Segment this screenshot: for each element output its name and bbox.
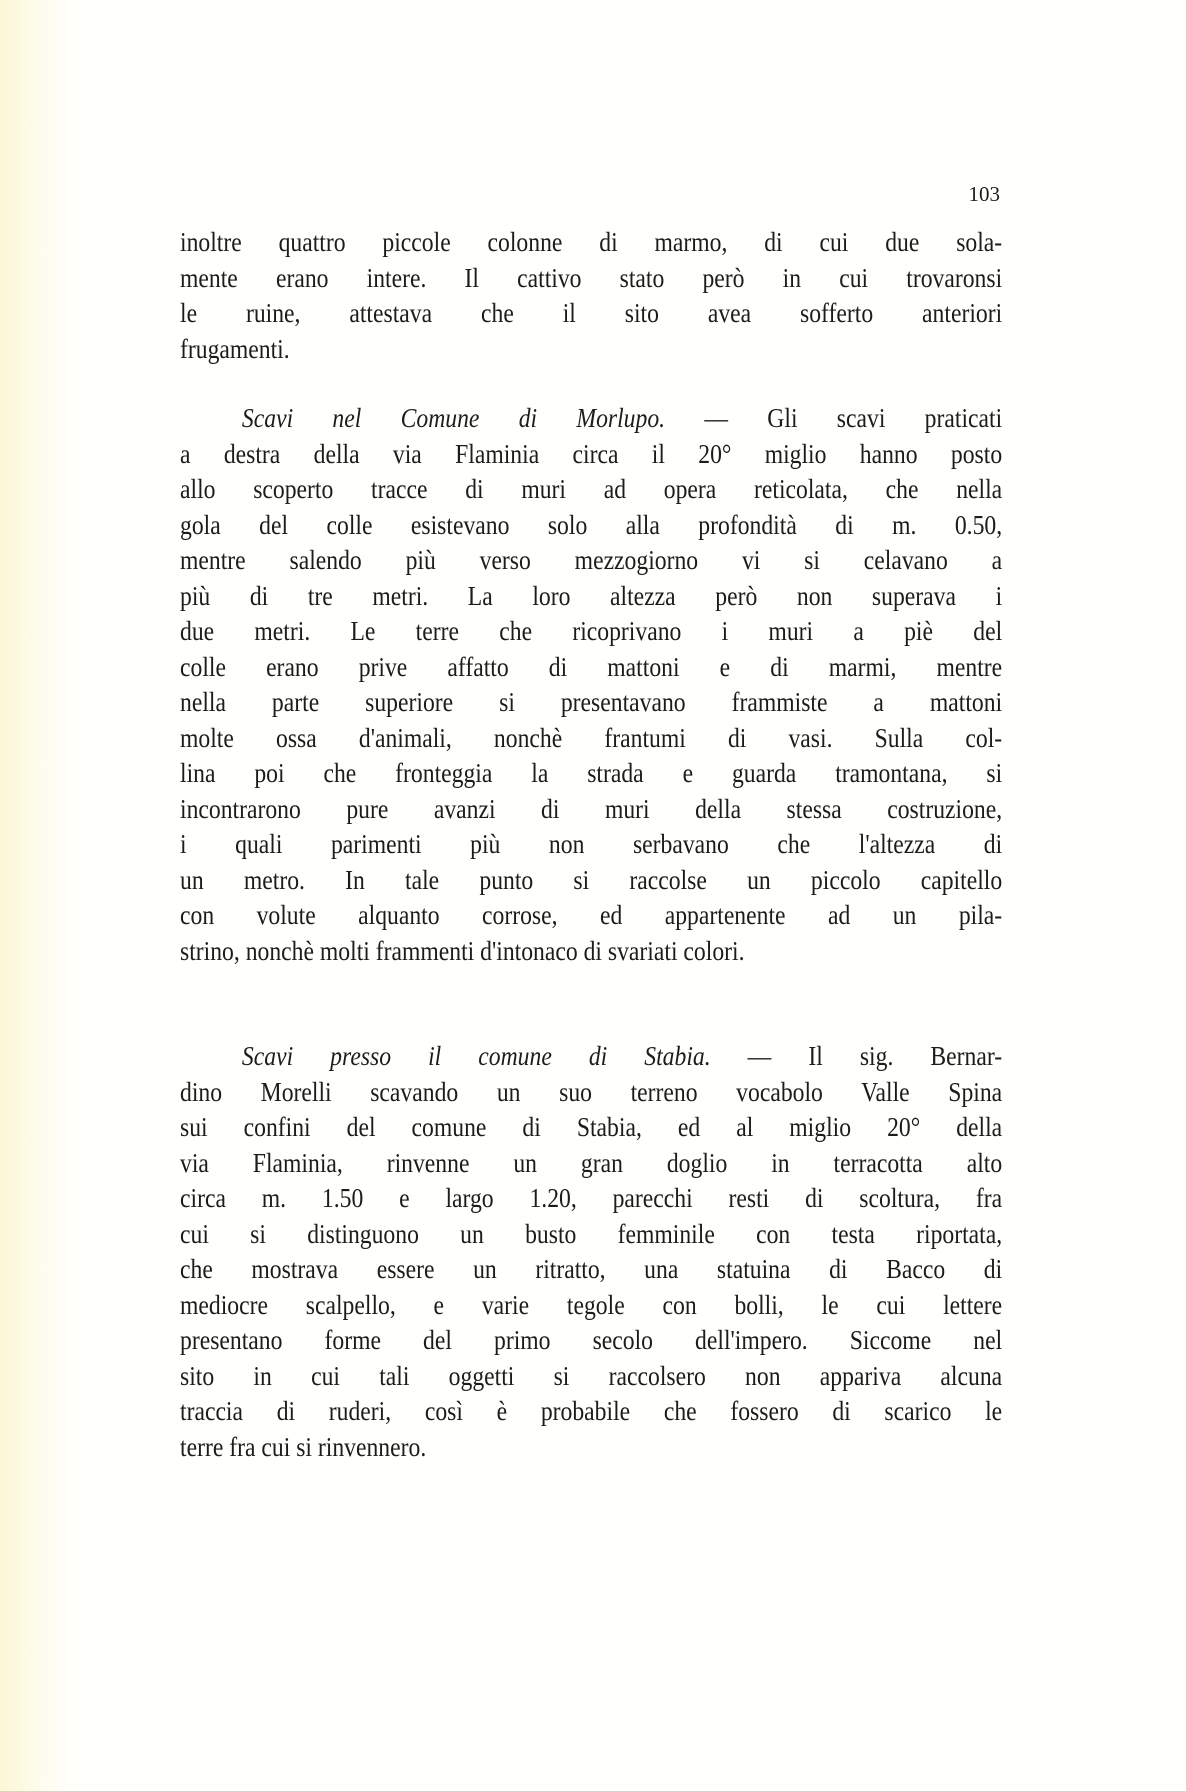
text-line: circa m. 1.50 e largo 1.20, parecchi resti di scoltura, fra [180,1182,1003,1213]
text-line: inoltre quattro piccole colonne di marmo, di cui due sola- [180,226,1003,257]
page-edge-shading [0,0,70,1791]
page-number: 103 [968,182,1000,206]
text-line: i quali parimenti più non serbavano che l'altezza di [180,828,1003,859]
text-line: dino Morelli scavando un suo terreno vocabolo Valle Spina [180,1075,1003,1107]
text-line: strino, nonchè molti frammenti d'intonaco di svariati colori. [180,934,745,966]
text-line: gola del colle esistevano solo alla profondità di m. 0.50, [180,508,1003,540]
text-line: allo scoperto tracce di muri ad opera reticolata, che nella [180,473,1003,504]
text-line: sito in cui tali oggetti si raccolsero non appariva alcuna [180,1359,1003,1391]
text-line: sui confini del comune di Stabia, ed al miglio 20° della [180,1111,1003,1142]
text-line: via Flaminia, rinvenne un gran doglio in terracotta alto [180,1146,1003,1178]
text-line: presentano forme del primo secolo dell'impero. Siccome nel [180,1324,1003,1355]
text-line: cui si distinguono un busto femminile con testa riportata, [180,1217,1003,1249]
section-first-line [180,400,1002,436]
text-line: più di tre metri. La loro altezza però non superava i [180,579,1003,611]
section-stabia [180,1038,1002,1464]
text-line: che mostrava essere un ritratto, una statuina di Bacco di [180,1253,1003,1284]
text-line: colle erano prive affatto di mattoni e di marmi, mentre [180,650,1003,682]
text-line: a destra della via Flaminia circa il 20° miglio hanno posto [180,437,1003,469]
section-lead-text: — Gli scavi praticati [665,402,1003,433]
text-line: lina poi che fronteggia la strada e guarda tramontana, si [180,757,1003,788]
text-line: terre fra cui si rinvennero. [180,1430,427,1462]
text-line: traccia di ruderi, così è probabile che fossero di scarico le [180,1395,1003,1426]
text-line: un metro. In tale punto si raccolse un piccolo capitello [180,863,1003,895]
text-line: frugamenti. [180,332,290,364]
text-line: mentre salendo più verso mezzogiorno vi si celavano a [180,544,1003,575]
text-line: le ruine, attestava che il sito avea sofferto anteriori [180,297,1003,328]
text-line: mente erano intere. Il cattivo stato però in cui trovaronsi [180,261,1003,293]
text-line: mediocre scalpello, e varie tegole con bolli, le cui lettere [180,1288,1003,1320]
text-line: con volute alquanto corrose, ed appartenente ad un pila- [180,899,1003,930]
section-morlupo [180,400,1002,968]
paragraph-continuation [180,224,1002,366]
section-first-line [180,1038,1002,1074]
section-lead-text: — Il sig. Bernar- [710,1040,1003,1071]
text-line: molte ossa d'animali, nonchè frantumi di vasi. Sulla col- [180,721,1003,753]
text-line: incontrarono pure avanzi di muri della stessa costruzione, [180,792,1003,824]
text-line: due metri. Le terre che ricoprivano i muri a piè del [180,615,1003,646]
section-heading: Scavi presso il comune di Stabia. [241,1040,711,1071]
text-line: nella parte superiore si presentavano frammiste a mattoni [180,686,1003,717]
section-heading: Scavi nel Comune di Morlupo. [241,402,666,433]
